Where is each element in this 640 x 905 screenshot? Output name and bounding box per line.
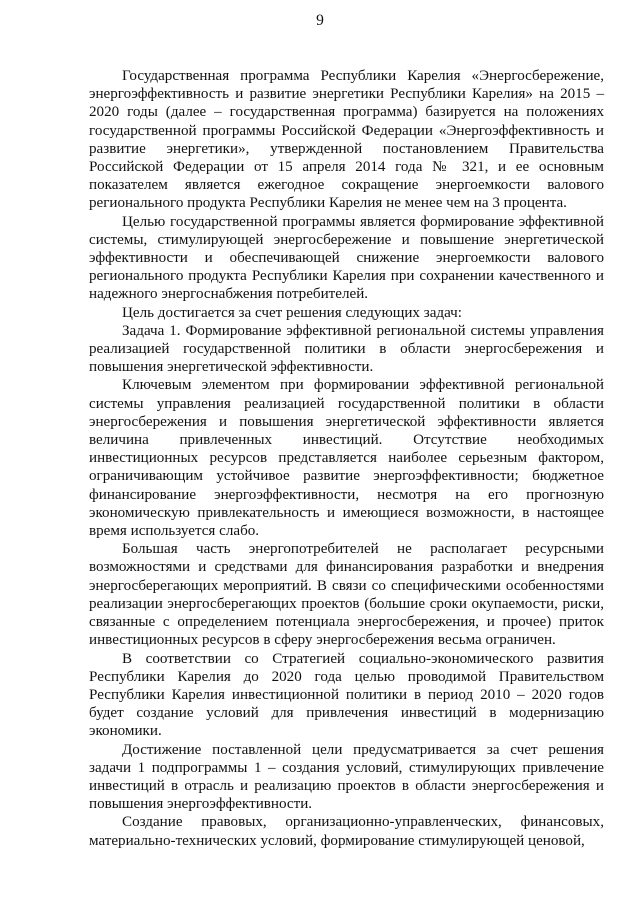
paragraph-program-basis: Государственная программа Республики Карелия «Энергосбережение, энергоэффективность и развитие энергетики Республики Карелия» на 2015 – 2020 годы (далее – государственная программа) базируется на положениях государственной программы Российской Федерации «Энергоэффективность и развитие энергетики», утвержденной постановлением Правительства Российской Федерации от 15 апреля 2014 года № 321, и ее основным показателем является ежегодное сокращение энергоемкости валового регионального продукта Республики Карелия не менее чем на 3 процента. — [89, 68, 604, 212]
page-number: 9 — [316, 12, 324, 29]
body-text — [89, 67, 604, 850]
paragraph-strategy: В соответствии со Стратегией социально-экономического развития Республики Карелия до 2020 года целью проводимой Правительством Республики Карелия инвестиционной политики в период 2010 – 2020 годов будет создание условий для привлечения инвестиций в модернизацию экономики. — [89, 650, 604, 740]
paragraph-investment-key: Ключевым элементом при формировании эффективной региональной системы управления реализацией государственной политики в области энергосбережения и повышения энергетической эффективности является величина привлеченных инвестиций. Отсутствие необходимых инвестиционных ресурсов представляется наиболее серьезным фактором, ограничивающим устойчивое развитие энергоэффективности; бюджетное финансирование энергоэффективности, несмотря на его прогнозную экономическую привлекательность и имеющиеся возможности, в настоящее время используется слабо. — [89, 377, 604, 540]
paragraph-program-goal: Целью государственной программы является формирование эффективной системы, стимулирующей энергосбережение и повышение энергетической эффективности и обеспечивающей снижение энергоемкости валового регионального продукта Республики Карелия при сохранении качественного и надежного энергоснабжения потребителей. — [89, 213, 604, 303]
paragraph-goal-achievement: Достижение поставленной цели предусматривается за счет решения задачи 1 подпрограммы 1 – создания условий, стимулирующих привлечение инвестиций в отрасль и реализацию проектов в области энергосбережения и повышения энергоэффективности. — [89, 741, 604, 813]
paragraph-task-1: Задача 1. Формирование эффективной региональной системы управления реализацией государственной политики в области энергосбережения и повышения энергетической эффективности. — [89, 322, 604, 376]
paragraph-conditions: Создание правовых, организационно-управленческих, финансовых, материально-технических условий, формирование стимулирующей ценовой, — [89, 814, 604, 849]
paragraph-tasks-intro: Цель достигается за счет решения следующих задач: — [122, 304, 462, 321]
paragraph-consumers: Большая часть энергопотребителей не располагает ресурсными возможностями и средствами для финансирования разработки и внедрения энергосберегающих мероприятий. В связи со специфическими особенностями реализации энергосберегающих проектов (большие сроки окупаемости, риски, связанные с определением потенциала энергосбережения, и прочее) приток инвестиционных ресурсов в сферу энергосбережения весьма ограничен. — [89, 541, 604, 649]
